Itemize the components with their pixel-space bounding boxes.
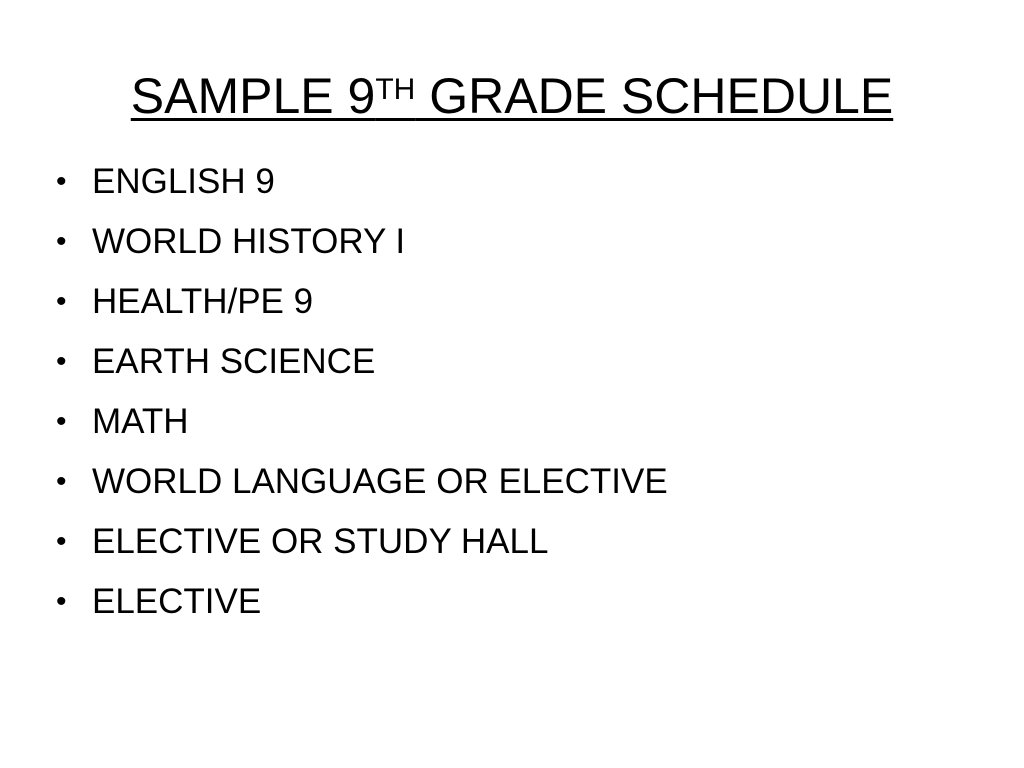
list-item-text: MATH bbox=[92, 402, 189, 441]
bullet-icon: • bbox=[56, 465, 67, 498]
list-item bbox=[56, 272, 668, 332]
bullet-icon: • bbox=[56, 405, 67, 438]
list-item-text: HEALTH/PE 9 bbox=[92, 282, 314, 321]
list-item bbox=[56, 332, 668, 392]
list-item-text: WORLD HISTORY I bbox=[92, 222, 406, 261]
list-item bbox=[56, 572, 668, 632]
list-item bbox=[56, 392, 668, 452]
title-main-before: SAMPLE 9 bbox=[130, 68, 376, 124]
bullet-icon: • bbox=[56, 225, 67, 258]
slide-title-text bbox=[131, 68, 893, 124]
bullet-icon: • bbox=[56, 585, 67, 618]
list-item-text: WORLD LANGUAGE OR ELECTIVE bbox=[92, 462, 668, 501]
list-item-text: ENGLISH 9 bbox=[92, 162, 275, 201]
title-superscript: TH bbox=[375, 73, 416, 106]
bullet-icon: • bbox=[56, 165, 67, 198]
list-item bbox=[56, 212, 668, 272]
schedule-list bbox=[56, 152, 668, 632]
bullet-icon: • bbox=[56, 345, 67, 378]
bullet-icon: • bbox=[56, 285, 67, 318]
list-item-text: EARTH SCIENCE bbox=[92, 342, 376, 381]
list-item bbox=[56, 512, 668, 572]
bullet-icon: • bbox=[56, 525, 67, 558]
list-item-text: ELECTIVE OR STUDY HALL bbox=[92, 522, 549, 561]
list-item-text: ELECTIVE bbox=[92, 582, 262, 621]
list-item bbox=[56, 152, 668, 212]
slide-title bbox=[0, 64, 1024, 128]
title-main-after: GRADE SCHEDULE bbox=[415, 68, 894, 124]
list-item bbox=[56, 452, 668, 512]
